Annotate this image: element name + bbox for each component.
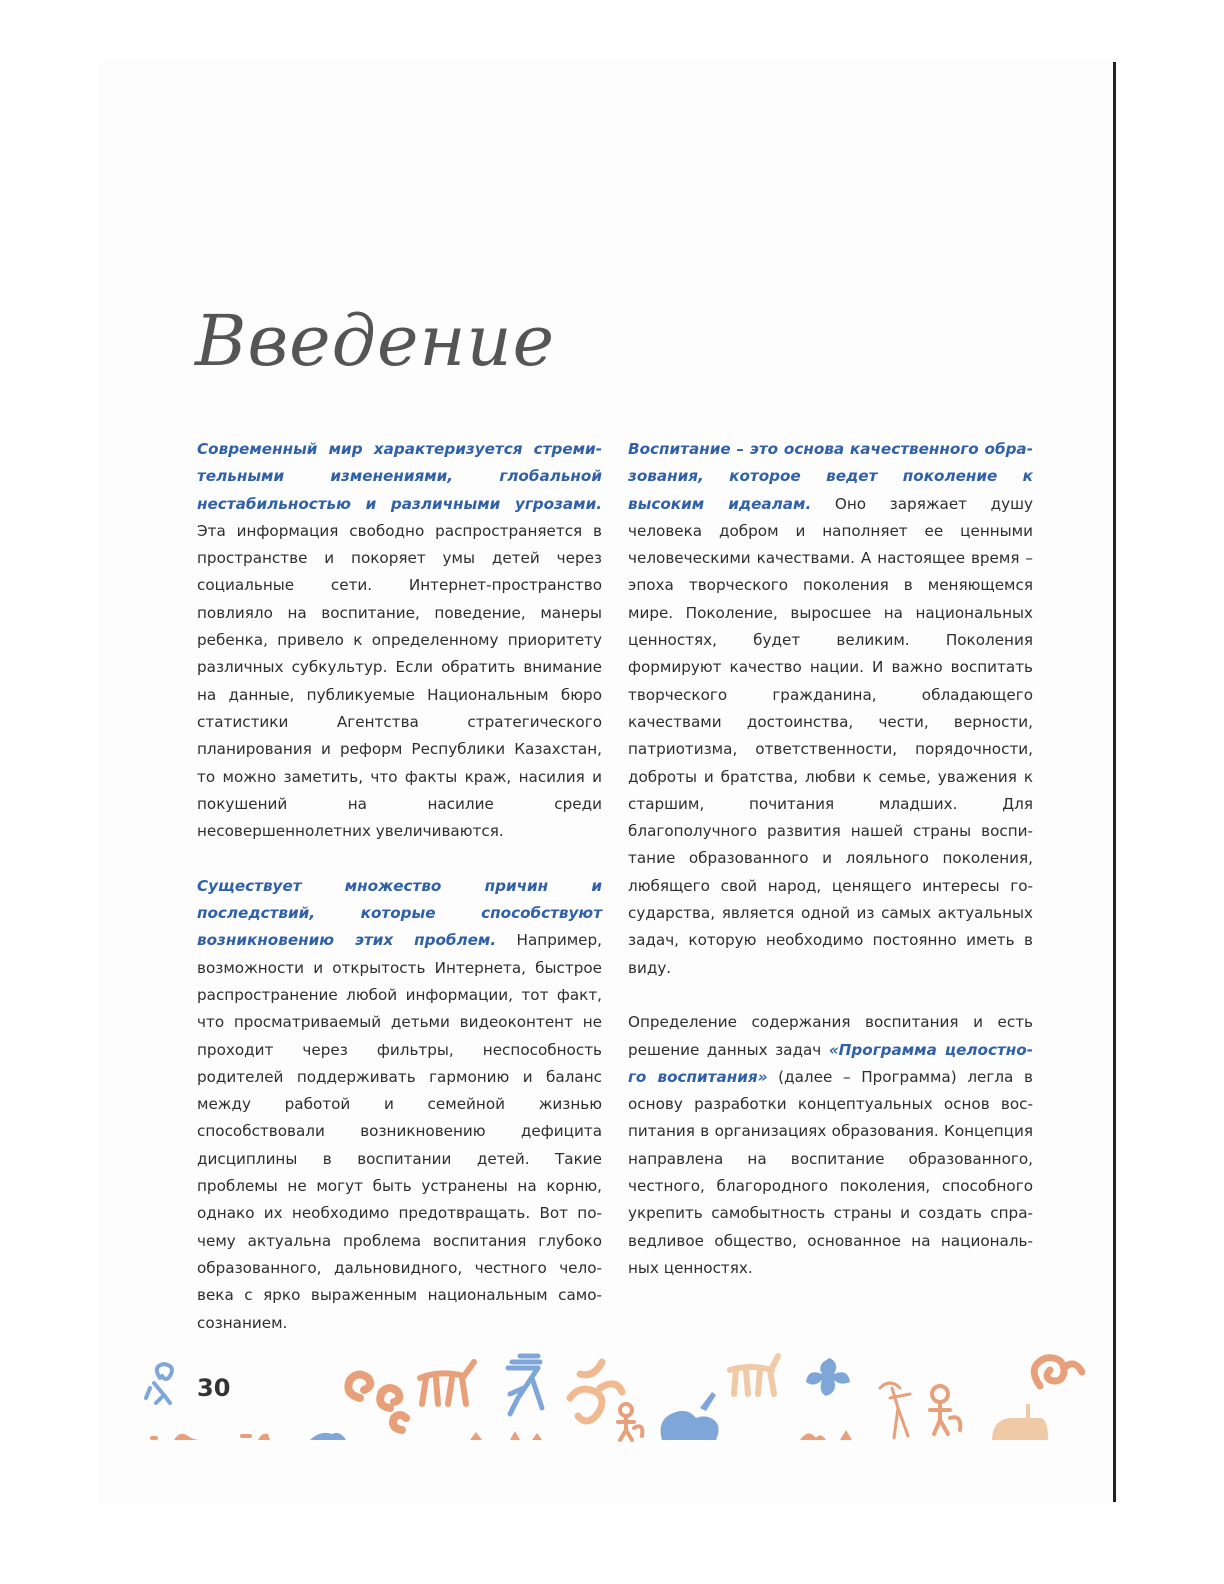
page-number: 30 (197, 1374, 231, 1402)
paragraph-body: (далее – Программа) легла в основу разработки концептуальных основ воспитания в организациях образования. Концепция направлена на воспитание образованного, честного, благородного поколения, способного укрепить самобытность страны и создать справедливое общество, основанное на национальных ценностях. (628, 1067, 1033, 1277)
deer-icon (508, 1356, 542, 1414)
paragraph-body: Оно заряжает душу человека добром и наполняет ее ценными человеческими качествами. А настоящее время – эпоха творческого поколения в меняющемся мире. Поколение, выросшее на национальных ценностях, будет великим. Поколения формируют качество нации. И важно воспитать творческого гражданина, обладающего качествами достоинства, чести, верности, патриотизма, ответственности, порядочности, доброты и братства, любви к семье, уважения к старшим, почитания младших. Для благополучного развития нашей страны воспитание образованного и лояльного поколения, любящего свой народ, ценящего интересы государства, является одной из самых актуальных задач, которую необходимо постоянно иметь в виду. (628, 494, 1034, 977)
petroglyph-ornament (140, 1348, 1085, 1448)
person-icon (930, 1386, 960, 1434)
horse-icon (730, 1356, 778, 1394)
right-column (628, 436, 1033, 1310)
archer-icon (880, 1383, 910, 1438)
spiral-icon (348, 1374, 406, 1430)
ground-marks (150, 1430, 852, 1440)
paragraph-lead: Воспитание – это основа качественного образования, которое ведет поколение к высоким идеалам. (628, 440, 1033, 513)
paragraph-lead: Современный мир характеризуется стремительными изменениями, глобальной нестабильностью и различными угрозами. (197, 440, 602, 513)
camel-icon (992, 1404, 1048, 1440)
paragraph-body: Например, возможности и открытость Интернета, быстрое распространение любой информации, тот факт, что просматриваемый детьми видеоконтент не проходит через фильтры, неспособность родителей поддерживать гармонию и баланс между работой и семейной жизнью способствовали возникновению дефицита дисциплины в воспитании детей. Такие проблемы не могут быть устранены на корню, однако их необходимо предотвращать. Вот почему актуальна проблема воспитания глубоко образованного, дальновидного, честного человека с ярко выраженным национальным самосознанием. (197, 931, 602, 1332)
paragraph-body: Определение содержания воспитания и есть решение данных задач (628, 1013, 1033, 1059)
program-name-highlight: «Программа целостного воспитания» (628, 1040, 1033, 1086)
paragraph-1 (197, 436, 602, 845)
fleur-icon (806, 1358, 850, 1396)
horse-icon (420, 1362, 474, 1404)
camel-icon (661, 1392, 719, 1440)
fleur-icon (570, 1362, 622, 1421)
paragraph-4 (628, 1009, 1033, 1282)
paragraph-lead: Существует множество причин и последствий, которые способствуют возникновению этих проблем. (197, 876, 602, 950)
left-column (197, 436, 602, 1364)
paragraph-3 (628, 436, 1033, 982)
paragraph-2 (197, 873, 602, 1337)
spiral-icon (146, 1364, 172, 1403)
page-title: Введение (195, 300, 556, 382)
paragraph-body: Эта информация свободно распространяется в пространстве и покоряет умы детей через социальные сети. Интернет-пространство повлияло на воспитание, поведение, манеры ребенка, привело к определенному приоритету различных субкультур. Если обратить внимание на данные, публикуемые Национальным бюро статистики Агентства стратегического планирования и реформ Республики Казахстан, то можно заметить, что факты краж, насилия и покушений на насилие среди несовершеннолетних увеличиваются. (197, 521, 602, 841)
person-icon (618, 1404, 642, 1440)
spiral-icon (1034, 1358, 1082, 1386)
